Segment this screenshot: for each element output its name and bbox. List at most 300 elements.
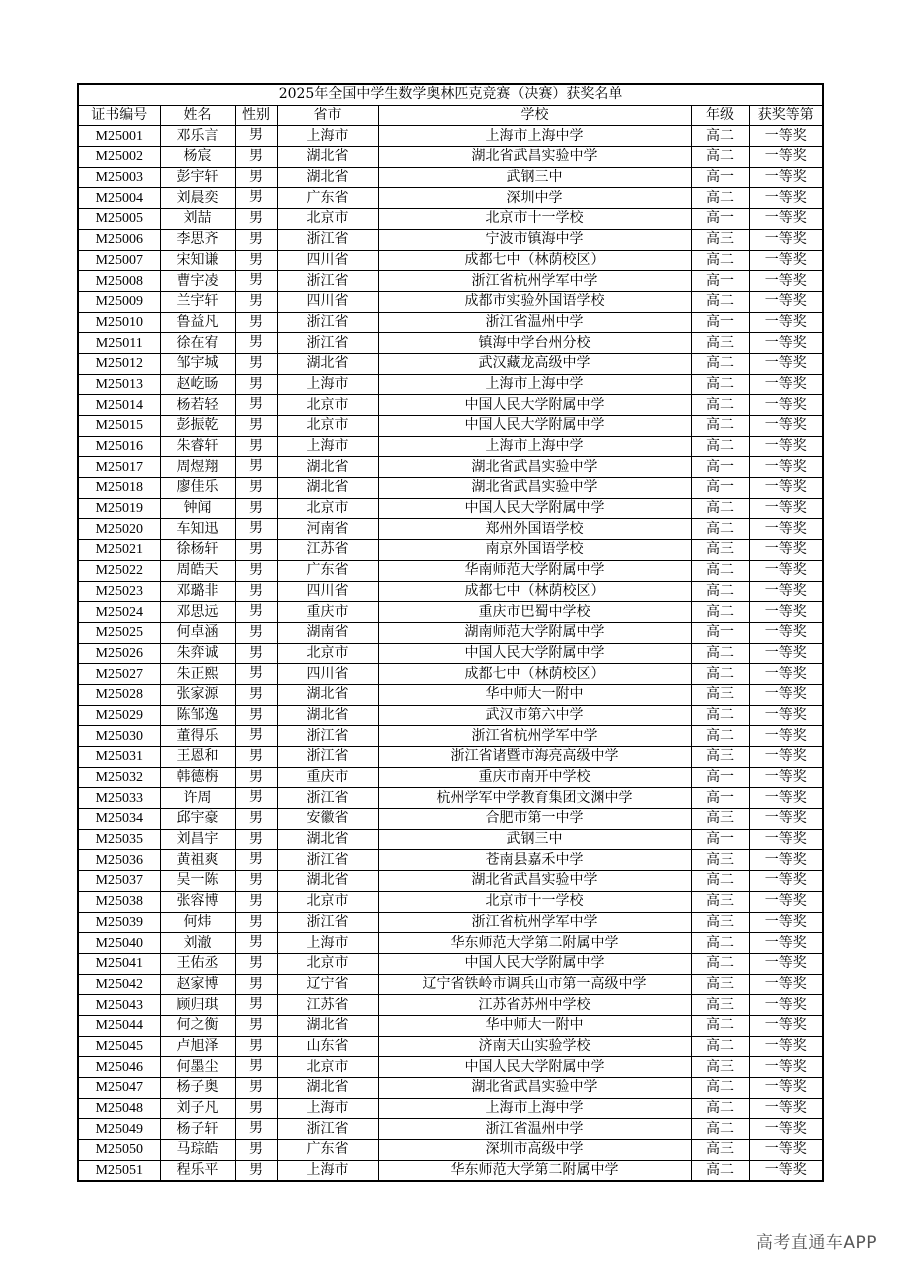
cell-name: 徐在宥 [160,333,235,354]
cell-gender: 男 [235,126,277,147]
cell-cert-number: M25012 [78,353,160,374]
cell-province: 浙江省 [277,1119,378,1140]
cell-grade: 高一 [691,271,749,292]
cell-province: 浙江省 [277,912,378,933]
cell-name: 刘喆 [160,209,235,230]
cell-gender: 男 [235,1119,277,1140]
cell-name: 廖佳乐 [160,478,235,499]
table-row [78,395,823,416]
cell-name: 陈邹逸 [160,705,235,726]
table-row [78,1119,823,1140]
cell-grade: 高一 [691,767,749,788]
cell-province: 山东省 [277,1036,378,1057]
cell-award-level: 一等奖 [749,1160,823,1181]
table-row [78,664,823,685]
cell-grade: 高一 [691,457,749,478]
cell-province: 北京市 [277,498,378,519]
cell-cert-number: M25041 [78,953,160,974]
cell-school: 武钢三中 [378,829,691,850]
cell-cert-number: M25031 [78,747,160,768]
cell-grade: 高三 [691,974,749,995]
cell-grade: 高一 [691,622,749,643]
cell-school: 中国人民大学附属中学 [378,416,691,437]
table-row [78,167,823,188]
cell-award-level: 一等奖 [749,416,823,437]
cell-gender: 男 [235,540,277,561]
cell-province: 浙江省 [277,850,378,871]
table-row [78,726,823,747]
cell-award-level: 一等奖 [749,374,823,395]
cell-name: 王佑丞 [160,953,235,974]
cell-province: 上海市 [277,126,378,147]
cell-cert-number: M25034 [78,809,160,830]
cell-award-level: 一等奖 [749,1078,823,1099]
cell-grade: 高三 [691,809,749,830]
cell-school: 南京外国语学校 [378,540,691,561]
cell-gender: 男 [235,374,277,395]
cell-province: 北京市 [277,416,378,437]
cell-award-level: 一等奖 [749,126,823,147]
cell-grade: 高二 [691,1078,749,1099]
cell-school: 辽宁省铁岭市调兵山市第一高级中学 [378,974,691,995]
cell-name: 杨若轻 [160,395,235,416]
cell-school: 湖南师范大学附属中学 [378,622,691,643]
cell-grade: 高三 [691,1140,749,1161]
cell-gender: 男 [235,519,277,540]
cell-name: 钟闻 [160,498,235,519]
cell-school: 成都七中（林荫校区） [378,250,691,271]
cell-province: 湖北省 [277,353,378,374]
header-row [78,105,823,126]
cell-school: 成都市实验外国语学校 [378,291,691,312]
cell-cert-number: M25040 [78,933,160,954]
cell-award-level: 一等奖 [749,684,823,705]
cell-province: 广东省 [277,188,378,209]
table-row [78,498,823,519]
table-row [78,705,823,726]
cell-grade: 高二 [691,436,749,457]
cell-award-level: 一等奖 [749,643,823,664]
cell-name: 杨子奥 [160,1078,235,1099]
table-row [78,312,823,333]
cell-school: 华东师范大学第二附属中学 [378,933,691,954]
cell-grade: 高二 [691,519,749,540]
cell-school: 镇海中学台州分校 [378,333,691,354]
cell-cert-number: M25032 [78,767,160,788]
cell-school: 武钢三中 [378,167,691,188]
cell-cert-number: M25015 [78,416,160,437]
table-row [78,1036,823,1057]
cell-school: 华中师大一附中 [378,1015,691,1036]
cell-name: 刘晨奕 [160,188,235,209]
cell-name: 刘昌宇 [160,829,235,850]
cell-name: 何之衡 [160,1015,235,1036]
cell-award-level: 一等奖 [749,519,823,540]
cell-award-level: 一等奖 [749,436,823,457]
cell-name: 曹宇凌 [160,271,235,292]
cell-gender: 男 [235,1078,277,1099]
cell-award-level: 一等奖 [749,333,823,354]
watermark-text: 高考直通车APP [755,1233,877,1253]
cell-grade: 高一 [691,478,749,499]
cell-cert-number: M25051 [78,1160,160,1181]
cell-award-level: 一等奖 [749,1015,823,1036]
cell-school: 中国人民大学附属中学 [378,498,691,519]
cell-grade: 高二 [691,602,749,623]
cell-award-level: 一等奖 [749,891,823,912]
cell-cert-number: M25046 [78,1057,160,1078]
cell-gender: 男 [235,167,277,188]
cell-name: 董得乐 [160,726,235,747]
table-row [78,1140,823,1161]
cell-award-level: 一等奖 [749,1057,823,1078]
cell-school: 浙江省温州中学 [378,1119,691,1140]
cell-award-level: 一等奖 [749,209,823,230]
cell-cert-number: M25036 [78,850,160,871]
cell-province: 辽宁省 [277,974,378,995]
cell-name: 宋知谦 [160,250,235,271]
cell-cert-number: M25006 [78,229,160,250]
cell-award-level: 一等奖 [749,498,823,519]
cell-name: 赵家博 [160,974,235,995]
cell-name: 许周 [160,788,235,809]
cell-name: 邓思远 [160,602,235,623]
cell-province: 江苏省 [277,540,378,561]
cell-school: 重庆市南开中学校 [378,767,691,788]
cell-cert-number: M25010 [78,312,160,333]
cell-grade: 高三 [691,912,749,933]
cell-school: 济南天山实验学校 [378,1036,691,1057]
cell-school: 杭州学军中学教育集团文渊中学 [378,788,691,809]
cell-grade: 高二 [691,126,749,147]
cell-name: 张家源 [160,684,235,705]
title-row [78,84,823,105]
cell-award-level: 一等奖 [749,271,823,292]
table-row [78,291,823,312]
cell-grade: 高二 [691,560,749,581]
cell-province: 北京市 [277,643,378,664]
cell-cert-number: M25022 [78,560,160,581]
cell-province: 湖北省 [277,147,378,168]
cell-cert-number: M25028 [78,684,160,705]
cell-province: 浙江省 [277,229,378,250]
cell-award-level: 一等奖 [749,767,823,788]
cell-cert-number: M25039 [78,912,160,933]
cell-name: 兰宇轩 [160,291,235,312]
header-gender: 性别 [235,105,277,126]
cell-gender: 男 [235,767,277,788]
cell-gender: 男 [235,995,277,1016]
cell-cert-number: M25020 [78,519,160,540]
cell-grade: 高三 [691,747,749,768]
cell-name: 徐杨轩 [160,540,235,561]
cell-award-level: 一等奖 [749,1098,823,1119]
award-table [77,83,824,1182]
cell-school: 华东师范大学第二附属中学 [378,1160,691,1181]
cell-school: 湖北省武昌实验中学 [378,478,691,499]
cell-award-level: 一等奖 [749,312,823,333]
table-row [78,1015,823,1036]
cell-name: 周皓天 [160,560,235,581]
cell-name: 朱弈诚 [160,643,235,664]
cell-grade: 高二 [691,1119,749,1140]
cell-province: 浙江省 [277,747,378,768]
cell-gender: 男 [235,560,277,581]
cell-gender: 男 [235,850,277,871]
cell-cert-number: M25007 [78,250,160,271]
cell-gender: 男 [235,891,277,912]
cell-grade: 高二 [691,498,749,519]
cell-name: 马琮皓 [160,1140,235,1161]
cell-gender: 男 [235,829,277,850]
cell-cert-number: M25033 [78,788,160,809]
cell-award-level: 一等奖 [749,540,823,561]
cell-school: 武汉市第六中学 [378,705,691,726]
cell-name: 杨子轩 [160,1119,235,1140]
table-row [78,581,823,602]
cell-gender: 男 [235,353,277,374]
cell-grade: 高一 [691,829,749,850]
cell-cert-number: M25017 [78,457,160,478]
cell-name: 邓璐非 [160,581,235,602]
cell-gender: 男 [235,726,277,747]
table-row [78,229,823,250]
cell-school: 上海市上海中学 [378,1098,691,1119]
cell-grade: 高二 [691,1036,749,1057]
cell-cert-number: M25008 [78,271,160,292]
table-row [78,271,823,292]
cell-grade: 高三 [691,229,749,250]
cell-award-level: 一等奖 [749,147,823,168]
cell-name: 顾归琪 [160,995,235,1016]
cell-school: 郑州外国语学校 [378,519,691,540]
cell-name: 何炜 [160,912,235,933]
cell-province: 浙江省 [277,333,378,354]
cell-gender: 男 [235,581,277,602]
cell-gender: 男 [235,1098,277,1119]
cell-province: 北京市 [277,891,378,912]
cell-gender: 男 [235,457,277,478]
cell-grade: 高二 [691,1160,749,1181]
cell-grade: 高二 [691,291,749,312]
cell-school: 湖北省武昌实验中学 [378,871,691,892]
cell-grade: 高二 [691,726,749,747]
cell-name: 邓乐言 [160,126,235,147]
cell-grade: 高三 [691,1057,749,1078]
cell-gender: 男 [235,622,277,643]
cell-province: 北京市 [277,953,378,974]
cell-province: 安徽省 [277,809,378,830]
cell-gender: 男 [235,664,277,685]
cell-name: 韩德栴 [160,767,235,788]
cell-school: 苍南县嘉禾中学 [378,850,691,871]
cell-cert-number: M25044 [78,1015,160,1036]
cell-gender: 男 [235,312,277,333]
cell-name: 黄祖爽 [160,850,235,871]
cell-school: 合肥市第一中学 [378,809,691,830]
cell-province: 广东省 [277,560,378,581]
cell-province: 湖北省 [277,684,378,705]
cell-cert-number: M25026 [78,643,160,664]
cell-award-level: 一等奖 [749,167,823,188]
cell-grade: 高二 [691,250,749,271]
cell-grade: 高三 [691,540,749,561]
cell-school: 武汉藏龙高级中学 [378,353,691,374]
cell-grade: 高二 [691,188,749,209]
cell-school: 华南师范大学附属中学 [378,560,691,581]
table-row [78,684,823,705]
cell-gender: 男 [235,478,277,499]
table-title: 2025年全国中学生数学奥林匹克竞赛（决赛）获奖名单 [78,84,823,105]
header-cert-number: 证书编号 [78,105,160,126]
table-row [78,188,823,209]
cell-award-level: 一等奖 [749,933,823,954]
table-row [78,995,823,1016]
cell-gender: 男 [235,643,277,664]
cell-name: 吴一陈 [160,871,235,892]
cell-name: 彭宇轩 [160,167,235,188]
cell-cert-number: M25048 [78,1098,160,1119]
cell-grade: 高二 [691,353,749,374]
cell-cert-number: M25001 [78,126,160,147]
table-row [78,850,823,871]
cell-grade: 高二 [691,1015,749,1036]
cell-award-level: 一等奖 [749,705,823,726]
cell-school: 成都七中（林荫校区） [378,581,691,602]
cell-gender: 男 [235,602,277,623]
cell-award-level: 一等奖 [749,1140,823,1161]
cell-name: 刘子凡 [160,1098,235,1119]
cell-cert-number: M25009 [78,291,160,312]
cell-cert-number: M25045 [78,1036,160,1057]
cell-name: 程乐平 [160,1160,235,1181]
table-row [78,974,823,995]
cell-award-level: 一等奖 [749,229,823,250]
header-grade: 年级 [691,105,749,126]
table-row [78,457,823,478]
cell-cert-number: M25027 [78,664,160,685]
cell-school: 华中师大一附中 [378,684,691,705]
cell-cert-number: M25003 [78,167,160,188]
cell-name: 周煜翔 [160,457,235,478]
cell-name: 朱睿轩 [160,436,235,457]
cell-award-level: 一等奖 [749,353,823,374]
cell-province: 河南省 [277,519,378,540]
header-name: 姓名 [160,105,235,126]
cell-cert-number: M25035 [78,829,160,850]
table-row [78,353,823,374]
table-row [78,1098,823,1119]
cell-grade: 高二 [691,953,749,974]
cell-cert-number: M25005 [78,209,160,230]
cell-cert-number: M25043 [78,995,160,1016]
cell-province: 北京市 [277,395,378,416]
cell-province: 湖北省 [277,478,378,499]
cell-name: 刘澈 [160,933,235,954]
cell-gender: 男 [235,1015,277,1036]
cell-name: 赵屹旸 [160,374,235,395]
cell-school: 浙江省诸暨市海亮高级中学 [378,747,691,768]
cell-gender: 男 [235,1140,277,1161]
cell-name: 朱正熙 [160,664,235,685]
table-body [78,126,823,1182]
table-row [78,147,823,168]
cell-province: 湖北省 [277,167,378,188]
cell-school: 北京市十一学校 [378,891,691,912]
cell-province: 浙江省 [277,312,378,333]
cell-school: 中国人民大学附属中学 [378,953,691,974]
cell-gender: 男 [235,333,277,354]
cell-grade: 高一 [691,167,749,188]
cell-school: 浙江省杭州学军中学 [378,271,691,292]
cell-cert-number: M25047 [78,1078,160,1099]
cell-province: 上海市 [277,933,378,954]
cell-province: 上海市 [277,374,378,395]
cell-school: 深圳市高级中学 [378,1140,691,1161]
table-row [78,602,823,623]
cell-cert-number: M25042 [78,974,160,995]
cell-gender: 男 [235,1036,277,1057]
cell-gender: 男 [235,705,277,726]
cell-province: 北京市 [277,1057,378,1078]
cell-school: 浙江省杭州学军中学 [378,726,691,747]
cell-cert-number: M25029 [78,705,160,726]
cell-province: 浙江省 [277,788,378,809]
cell-school: 上海市上海中学 [378,126,691,147]
cell-award-level: 一等奖 [749,953,823,974]
table-row [78,767,823,788]
table-row [78,333,823,354]
cell-award-level: 一等奖 [749,974,823,995]
cell-gender: 男 [235,436,277,457]
cell-school: 中国人民大学附属中学 [378,1057,691,1078]
cell-cert-number: M25021 [78,540,160,561]
cell-cert-number: M25013 [78,374,160,395]
cell-grade: 高三 [691,891,749,912]
cell-cert-number: M25050 [78,1140,160,1161]
cell-school: 江苏省苏州中学校 [378,995,691,1016]
cell-gender: 男 [235,953,277,974]
cell-cert-number: M25014 [78,395,160,416]
cell-award-level: 一等奖 [749,850,823,871]
cell-award-level: 一等奖 [749,995,823,1016]
cell-school: 重庆市巴蜀中学校 [378,602,691,623]
cell-gender: 男 [235,684,277,705]
cell-school: 湖北省武昌实验中学 [378,457,691,478]
cell-award-level: 一等奖 [749,747,823,768]
cell-province: 浙江省 [277,726,378,747]
cell-grade: 高二 [691,374,749,395]
table-row [78,374,823,395]
cell-grade: 高二 [691,664,749,685]
cell-cert-number: M25016 [78,436,160,457]
cell-province: 四川省 [277,664,378,685]
cell-name: 李思齐 [160,229,235,250]
cell-award-level: 一等奖 [749,871,823,892]
table-row [78,560,823,581]
cell-grade: 高二 [691,1098,749,1119]
cell-school: 中国人民大学附属中学 [378,395,691,416]
cell-name: 王恩和 [160,747,235,768]
cell-province: 湖北省 [277,829,378,850]
cell-gender: 男 [235,1160,277,1181]
award-list-document [77,83,822,1182]
cell-gender: 男 [235,291,277,312]
cell-province: 四川省 [277,291,378,312]
cell-grade: 高三 [691,850,749,871]
cell-province: 上海市 [277,1098,378,1119]
cell-name: 卢旭泽 [160,1036,235,1057]
